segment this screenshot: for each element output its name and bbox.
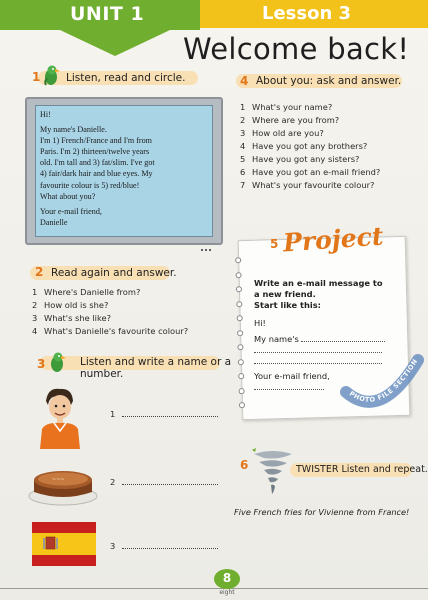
page-number: 8 (222, 571, 232, 585)
exercise6-title: TWISTER Listen and repeat. (296, 464, 428, 475)
list-item: 1 Where's Danielle from? (32, 287, 141, 297)
answer-line[interactable] (122, 416, 218, 417)
blank-number: 1 (110, 409, 116, 419)
exercise2-questions (32, 286, 188, 338)
blank-number: 3 (110, 541, 116, 551)
template-closing: Your e-mail friend, (254, 371, 330, 381)
photo-file-stamp (338, 352, 424, 410)
parrot-icon (46, 351, 68, 373)
computer-monitor (25, 97, 223, 245)
exercise2-title: Read again and answer. (51, 267, 177, 279)
list-item: 6 Have you got an e-mail friend? (240, 167, 381, 177)
notebook-rings (235, 257, 247, 417)
email-line: old. I'm tall and 3) fat/slim. I've got (40, 158, 155, 168)
list-item: 5 Have you got any sisters? (240, 154, 360, 164)
list-item: 2 How old is she? (32, 300, 109, 310)
blank-number: 2 (110, 477, 116, 487)
list-item: 1 What's your name? (240, 102, 333, 112)
email-line: Danielle (40, 217, 68, 227)
exercise3-title-line2: number. (80, 368, 124, 380)
exercise1-title: Listen, read and circle. (66, 72, 186, 84)
instruction-line: Start like this: (254, 300, 321, 310)
parrot-icon (40, 64, 62, 86)
answer-line[interactable] (122, 548, 218, 549)
project-instructions (254, 278, 404, 311)
template-name-row: My name's (254, 334, 404, 345)
lesson-label: Lesson 3 (262, 3, 352, 24)
exercise4-questions (240, 101, 380, 192)
exercise6-number: 6 (240, 458, 249, 472)
email-line: I'm 1) French/France and I'm from (40, 136, 152, 146)
email-line: favourite colour is 5) red/blue! (40, 180, 140, 190)
project-title: Project (282, 221, 385, 258)
list-item: 3 How old are you? (240, 128, 324, 138)
unit-banner-point (60, 30, 170, 56)
answer-line[interactable] (122, 484, 218, 485)
list-item: 4 Have you got any brothers? (240, 141, 368, 151)
exercise5-number: 5 (270, 237, 279, 251)
spain-flag-picture (32, 522, 96, 566)
instruction-line: a new friend. (254, 289, 316, 299)
page-title: Welcome back! (183, 32, 410, 66)
email-line: My name's Danielle. (40, 125, 107, 135)
unit-label: UNIT 1 (70, 3, 145, 25)
page-number-word: eight (219, 589, 235, 596)
exercise3-number: 3 (37, 357, 46, 371)
svg-text:~~~: ~~~ (52, 477, 65, 483)
exercise1-number: 1 (32, 70, 41, 84)
email-screen (35, 105, 213, 237)
stamp-text: PHOTO FILE SECTION (347, 357, 420, 404)
list-item: 4 What's Danielle's favourite colour? (32, 326, 189, 336)
list-item: 7 What's your favourite colour? (240, 180, 375, 190)
boy-picture (36, 385, 82, 449)
tornado-icon (250, 448, 296, 496)
monitor-buttons (201, 238, 213, 241)
email-line: What about you? (40, 191, 96, 201)
exercise2-number: 2 (35, 265, 44, 279)
exercise3-title-line1: Listen and write a name or a (80, 356, 232, 368)
cake-picture (28, 458, 98, 506)
list-item: 2 Where are you from? (240, 115, 340, 125)
email-line: Your e-mail friend, (40, 206, 102, 216)
email-line: Paris. I'm 2) thirteen/twelve years (40, 147, 150, 157)
email-line: Hi! (40, 110, 51, 119)
email-line: 4) fair/dark hair and blue eyes. My (40, 169, 153, 179)
tongue-twister: Five French fries for Vivienne from France! (234, 507, 410, 517)
exercise4-number: 4 (240, 74, 249, 88)
template-greeting: Hi! (254, 318, 266, 328)
instruction-line: Write an e-mail message to (254, 278, 383, 288)
list-item: 3 What's she like? (32, 313, 111, 323)
exercise4-title: About you: ask and answer. (256, 75, 402, 87)
